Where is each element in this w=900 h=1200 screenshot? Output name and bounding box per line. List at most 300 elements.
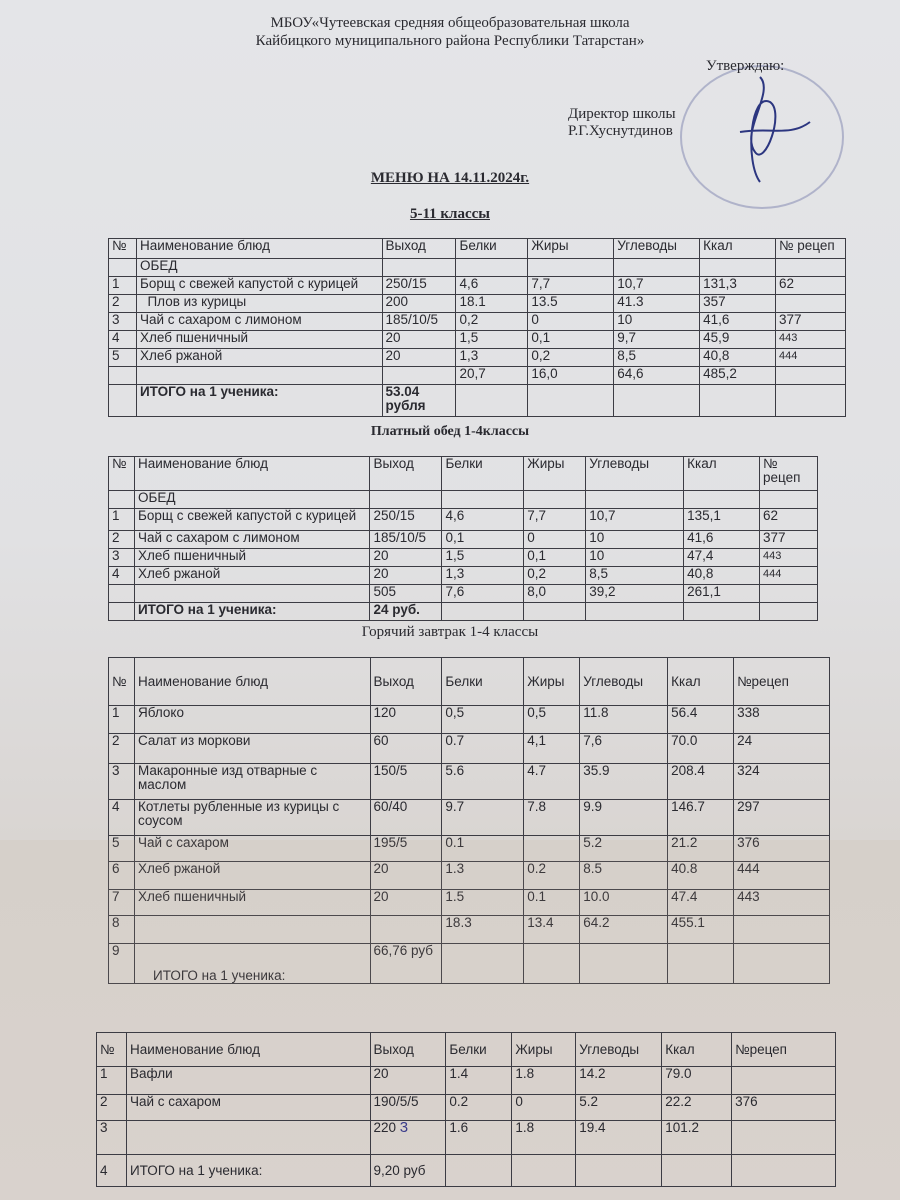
table-cell: 18.1 [456,295,528,313]
table-cell: 10 [586,549,684,567]
menu-table-5-11 [108,238,846,417]
table-cell: 185/10/5 [382,313,456,331]
table-cell: 3 [109,549,135,567]
table-header-row [109,658,830,706]
table-cell: 0.2 [524,862,580,890]
table-cell: 7.8 [524,800,580,836]
table-cell: 250/15 [382,277,456,295]
school-name-line1: МБОУ«Чутеевская средняя общеобразовательная школа [270,15,630,31]
table-cell: 10.0 [580,890,668,916]
table-cell [512,1155,576,1187]
itogo-value: 53.04 рубля [382,385,456,417]
table-cell: 0,5 [524,706,580,734]
table-cell: 56.4 [668,706,734,734]
table-cell: 9,20 руб [370,1155,446,1187]
table-cell: Вафли [126,1067,370,1095]
header-cell: Белки [456,239,528,259]
table-cell: 208.4 [668,764,734,800]
table-cell: 297 [734,800,830,836]
table-row [109,706,830,734]
table-cell: 376 [732,1095,836,1121]
table-cell: 4 [97,1155,127,1187]
table-cell: 20 [370,890,442,916]
table-cell [524,944,580,984]
table-cell [734,916,830,944]
table-cell [760,603,818,621]
table-cell [576,1155,662,1187]
table-cell: 64.2 [580,916,668,944]
table-cell: 62 [760,509,818,531]
table-cell: Борщ с свежей капустой с курицей [134,509,370,531]
table-cell [776,385,846,417]
header-cell: Наименование блюд [136,239,382,259]
table-cell: Ккал [662,1033,732,1067]
table-cell: 377 [776,313,846,331]
menu-table-paid-lunch [108,456,818,621]
table-cell: 324 [734,764,830,800]
table-cell [776,295,846,313]
table-cell: 3 [109,313,137,331]
table-cell: 1.3 [442,862,524,890]
table-cell [370,491,442,509]
table-cell [524,836,580,862]
table-cell: 62 [776,277,846,295]
table-cell: 455.1 [668,916,734,944]
table-cell: Жиры [512,1033,576,1067]
table-cell [456,259,528,277]
table-cell [614,259,700,277]
itogo-row [109,603,818,621]
table-cell: 9,7 [614,331,700,349]
table-cell: 6 [109,862,135,890]
table-cell: Хлеб пшеничный [136,331,382,349]
table-cell: 20 [382,331,456,349]
table-cell: 444 [776,349,846,367]
table-row [109,862,830,890]
table-cell: 250/15 [370,509,442,531]
section-row [109,259,846,277]
approve-label: Утверждаю: [706,58,785,74]
table-cell [134,916,370,944]
table-cell: 0.1 [442,836,524,862]
table-cell: 4 [109,800,135,836]
table-cell: 185/10/5 [370,531,442,549]
table-cell: 5.6 [442,764,524,800]
table-cell: 14.2 [576,1067,662,1095]
table-cell: 40,8 [684,567,760,585]
table-cell: 1.4 [446,1067,512,1095]
table-row [109,313,846,331]
table-cell: 338 [734,706,830,734]
table-cell: 13.4 [524,916,580,944]
school-name-line2: Кайбицкого муниципального района Республики Татарстан» [255,33,645,49]
table-cell [732,1155,836,1187]
table-cell [684,603,760,621]
table-cell: 0,1 [528,331,614,349]
table-cell: 1,5 [456,331,528,349]
menu-table-hot-breakfast [108,657,830,984]
table-cell: Чай с сахаром [126,1095,370,1121]
table-cell: Чай с сахаром [134,836,370,862]
table-cell [614,385,700,417]
table-cell [732,1121,836,1155]
table-header-row [109,457,818,491]
table-cell: 200 [382,295,456,313]
table-cell: 0.7 [442,734,524,764]
table-cell: 1.6 [446,1121,512,1155]
table-cell: 10,7 [586,509,684,531]
table-cell: Белки [442,457,524,491]
table-cell: 1,3 [456,349,528,367]
table-row [109,349,846,367]
table-cell: 4,6 [442,509,524,531]
table-cell: 4 [109,567,135,585]
table-cell: 7,6 [580,734,668,764]
table-cell: 3 [109,764,135,800]
table-cell: Белки [446,1033,512,1067]
table-cell: 20 [370,567,442,585]
table-cell: № рецеп [760,457,818,491]
table-cell: Жиры [524,457,586,491]
table-cell: №рецеп [734,658,830,706]
section-label: ОБЕД [136,259,382,277]
table-row [109,277,846,295]
table-row [109,836,830,862]
table-cell: 131,3 [700,277,776,295]
table-cell: 39,2 [586,585,684,603]
table-cell: Углеводы [576,1033,662,1067]
table-cell: Борщ с свежей капустой с курицей [136,277,382,295]
table-cell [109,259,137,277]
table-cell: ОБЕД [134,491,370,509]
table-cell: 3 [97,1121,127,1155]
table3-title: Горячий завтрак 1-4 классы [361,624,539,640]
table-cell: 376 [734,836,830,862]
table-cell: 0 [524,531,586,549]
table-cell: 1.5 [442,890,524,916]
director-title: Директор школы [568,106,676,122]
table-cell: Салат из моркови [134,734,370,764]
table-cell: 0,5 [442,706,524,734]
table-cell: ИТОГО на 1 ученика: [134,944,370,984]
table-cell: 190/5/5 [370,1095,446,1121]
table-cell: № [97,1033,127,1067]
table-cell: 220 [373,1120,397,1135]
table-cell: 20 [382,349,456,367]
totals-row [109,916,830,944]
school-header [0,14,900,50]
table-cell: 24 руб. [370,603,442,621]
table-cell: 1 [109,277,137,295]
table-cell: 0,2 [524,567,586,585]
table-cell [528,259,614,277]
table-cell: 79.0 [662,1067,732,1095]
table-cell: 41.3 [614,295,700,313]
table-row [109,531,818,549]
table-cell: 41,6 [684,531,760,549]
totals-row [97,1121,836,1155]
table-cell [370,1121,446,1155]
table-row [97,1095,836,1121]
header-cell: Выход [382,239,456,259]
table-cell: 16,0 [528,367,614,385]
menu-table-snack [96,1032,836,1187]
table-cell: 41,6 [700,313,776,331]
itogo-row [109,385,846,417]
table-row [97,1067,836,1095]
table-cell: 4 [109,331,137,349]
table-cell: 135,1 [684,509,760,531]
table-cell: 40,8 [700,349,776,367]
table-cell: 9.7 [442,800,524,836]
table-cell: №рецеп [732,1033,836,1067]
table-cell: 2 [109,734,135,764]
table-cell: 20,7 [456,367,528,385]
table-cell [524,491,586,509]
table-cell: 8,5 [614,349,700,367]
table-cell: 195/5 [370,836,442,862]
table-cell: 10 [614,313,700,331]
table-cell: 4,6 [456,277,528,295]
table-cell: 1 [97,1067,127,1095]
table-cell [668,944,734,984]
table-cell: № [109,658,135,706]
table-cell [732,1067,836,1095]
table-cell: Ккал [668,658,734,706]
table-cell: 485,2 [700,367,776,385]
table-cell: 120 [370,706,442,734]
table-cell: 19.4 [576,1121,662,1155]
director-block [568,106,676,140]
table-row [109,764,830,800]
table-cell: 2 [109,531,135,549]
table-cell [684,491,760,509]
table-cell: 20 [370,549,442,567]
table-cell: 13.5 [528,295,614,313]
table-cell [524,603,586,621]
table-cell: 35.9 [580,764,668,800]
table-cell: 150/5 [370,764,442,800]
table-cell: № [109,457,135,491]
table-cell: 444 [760,567,818,585]
table-cell: 1,5 [442,549,524,567]
table-cell: Хлеб пшеничный [134,549,370,567]
table-cell: Углеводы [586,457,684,491]
table-cell: 8,5 [586,567,684,585]
totals-row [109,585,818,603]
table-cell [528,385,614,417]
header-cell: № [109,239,137,259]
table-cell: 261,1 [684,585,760,603]
table-cell [382,259,456,277]
table-cell [662,1155,732,1187]
table-cell: 5 [109,836,135,862]
table-cell: Белки [442,658,524,706]
table-cell [136,367,382,385]
table-cell: 0 [528,313,614,331]
table-cell: 0,1 [442,531,524,549]
table-cell: 7 [109,890,135,916]
table-cell: 4.7 [524,764,580,800]
table-cell: 146.7 [668,800,734,836]
table-cell [442,491,524,509]
table-cell [109,367,137,385]
table-row [109,295,846,313]
table1-title: 5-11 классы [409,206,490,222]
table-cell: 5.2 [580,836,668,862]
table-cell [586,603,684,621]
table-cell [442,944,524,984]
table-cell: 47,4 [684,549,760,567]
table-cell: 60/40 [370,800,442,836]
table-cell: Котлеты рубленные из курицы с соусом [134,800,370,836]
table-cell: 101.2 [662,1121,732,1155]
table-cell: 1 [109,706,135,734]
table-cell: Жиры [524,658,580,706]
table-cell: Чай с сахаром с лимоном [134,531,370,549]
table-cell: Хлеб ржаной [134,567,370,585]
table-cell: Наименование блюд [126,1033,370,1067]
itogo-row [97,1155,836,1187]
table-cell [109,585,135,603]
table-row [109,331,846,349]
table-row [109,800,830,836]
table-cell: Хлеб ржаной [136,349,382,367]
table-cell: ИТОГО на 1 ученика: [134,603,370,621]
table-cell [109,491,135,509]
table-cell: 45,9 [700,331,776,349]
table-cell [700,385,776,417]
table-row [109,734,830,764]
table-cell: 70.0 [668,734,734,764]
table-cell: 24 [734,734,830,764]
table-cell: Выход [370,457,442,491]
table-cell [776,367,846,385]
table-cell: 2 [109,295,137,313]
table-cell: 9.9 [580,800,668,836]
table-cell: 443 [760,549,818,567]
table-cell: Плов из курицы [136,295,382,313]
header-cell: № рецеп [776,239,846,259]
table-cell [442,603,524,621]
table-row [109,567,818,585]
table-row [109,509,818,531]
table-cell: 5.2 [576,1095,662,1121]
table-cell: 377 [760,531,818,549]
table-cell: 443 [734,890,830,916]
table-cell [734,944,830,984]
table-cell: 9 [109,944,135,984]
table-cell [109,603,135,621]
itogo-row [109,944,830,984]
table-cell [760,491,818,509]
table-cell: 0,1 [524,549,586,567]
table-cell: 4,1 [524,734,580,764]
table-cell [134,585,370,603]
table-cell: 5 [109,349,137,367]
table-cell [700,259,776,277]
table-cell: 444 [734,862,830,890]
header-cell: Углеводы [614,239,700,259]
table-cell: 10 [586,531,684,549]
table-cell: ИТОГО на 1 ученика: [126,1155,370,1187]
table-cell: 505 [370,585,442,603]
table-cell [760,585,818,603]
header-cell: Жиры [528,239,614,259]
table-cell: 7,6 [442,585,524,603]
table-cell: 0.2 [446,1095,512,1121]
table-cell: 8.5 [580,862,668,890]
table2-title: Платный обед 1-4классы [370,424,530,439]
table-cell [456,385,528,417]
table-cell: 21.2 [668,836,734,862]
table-cell: 0 [512,1095,576,1121]
table-cell [776,259,846,277]
table-cell [446,1155,512,1187]
table-cell: Наименование блюд [134,658,370,706]
table-cell: 0,2 [456,313,528,331]
table-cell: Яблоко [134,706,370,734]
table-header-row [97,1033,836,1067]
table-cell: 2 [97,1095,127,1121]
table-cell: Выход [370,658,442,706]
table-cell: 47.4 [668,890,734,916]
table-cell: 8,0 [524,585,586,603]
table-cell: Ккал [684,457,760,491]
table-cell [382,367,456,385]
table-cell [126,1121,370,1155]
table-cell [109,385,137,417]
table-cell [586,491,684,509]
table-cell: 7,7 [528,277,614,295]
totals-row [109,367,846,385]
table-cell: Углеводы [580,658,668,706]
table-cell: 18.3 [442,916,524,944]
handwritten-mark: 3 [399,1119,409,1136]
table-cell: 7,7 [524,509,586,531]
table-cell: 11.8 [580,706,668,734]
table-cell: 357 [700,295,776,313]
table-cell [580,944,668,984]
director-name: Р.Г.Хуснутдинов [568,123,673,139]
itogo-label: ИТОГО на 1 ученика: [136,385,382,417]
table-cell: 10,7 [614,277,700,295]
table-cell: Наименование блюд [134,457,370,491]
table-cell: Чай с сахаром с лимоном [136,313,382,331]
header-cell: Ккал [700,239,776,259]
table-cell: 20 [370,862,442,890]
table-cell: 1 [109,509,135,531]
table-cell: Хлеб пшеничный [134,890,370,916]
section-row [109,491,818,509]
table-cell [370,916,442,944]
table-cell: 0.1 [524,890,580,916]
table-cell: 1,3 [442,567,524,585]
table-cell: 40.8 [668,862,734,890]
table-cell: 20 [370,1067,446,1095]
table-row [109,549,818,567]
table-cell: 66,76 руб [370,944,442,984]
table-cell: Хлеб ржаной [134,862,370,890]
table-header-row [109,239,846,259]
table-cell: Выход [370,1033,446,1067]
table-cell: 64,6 [614,367,700,385]
table-cell: Макаронные изд отварные с маслом [134,764,370,800]
table-cell: 1.8 [512,1121,576,1155]
table-row [109,890,830,916]
table-cell: 60 [370,734,442,764]
table-cell: 22.2 [662,1095,732,1121]
